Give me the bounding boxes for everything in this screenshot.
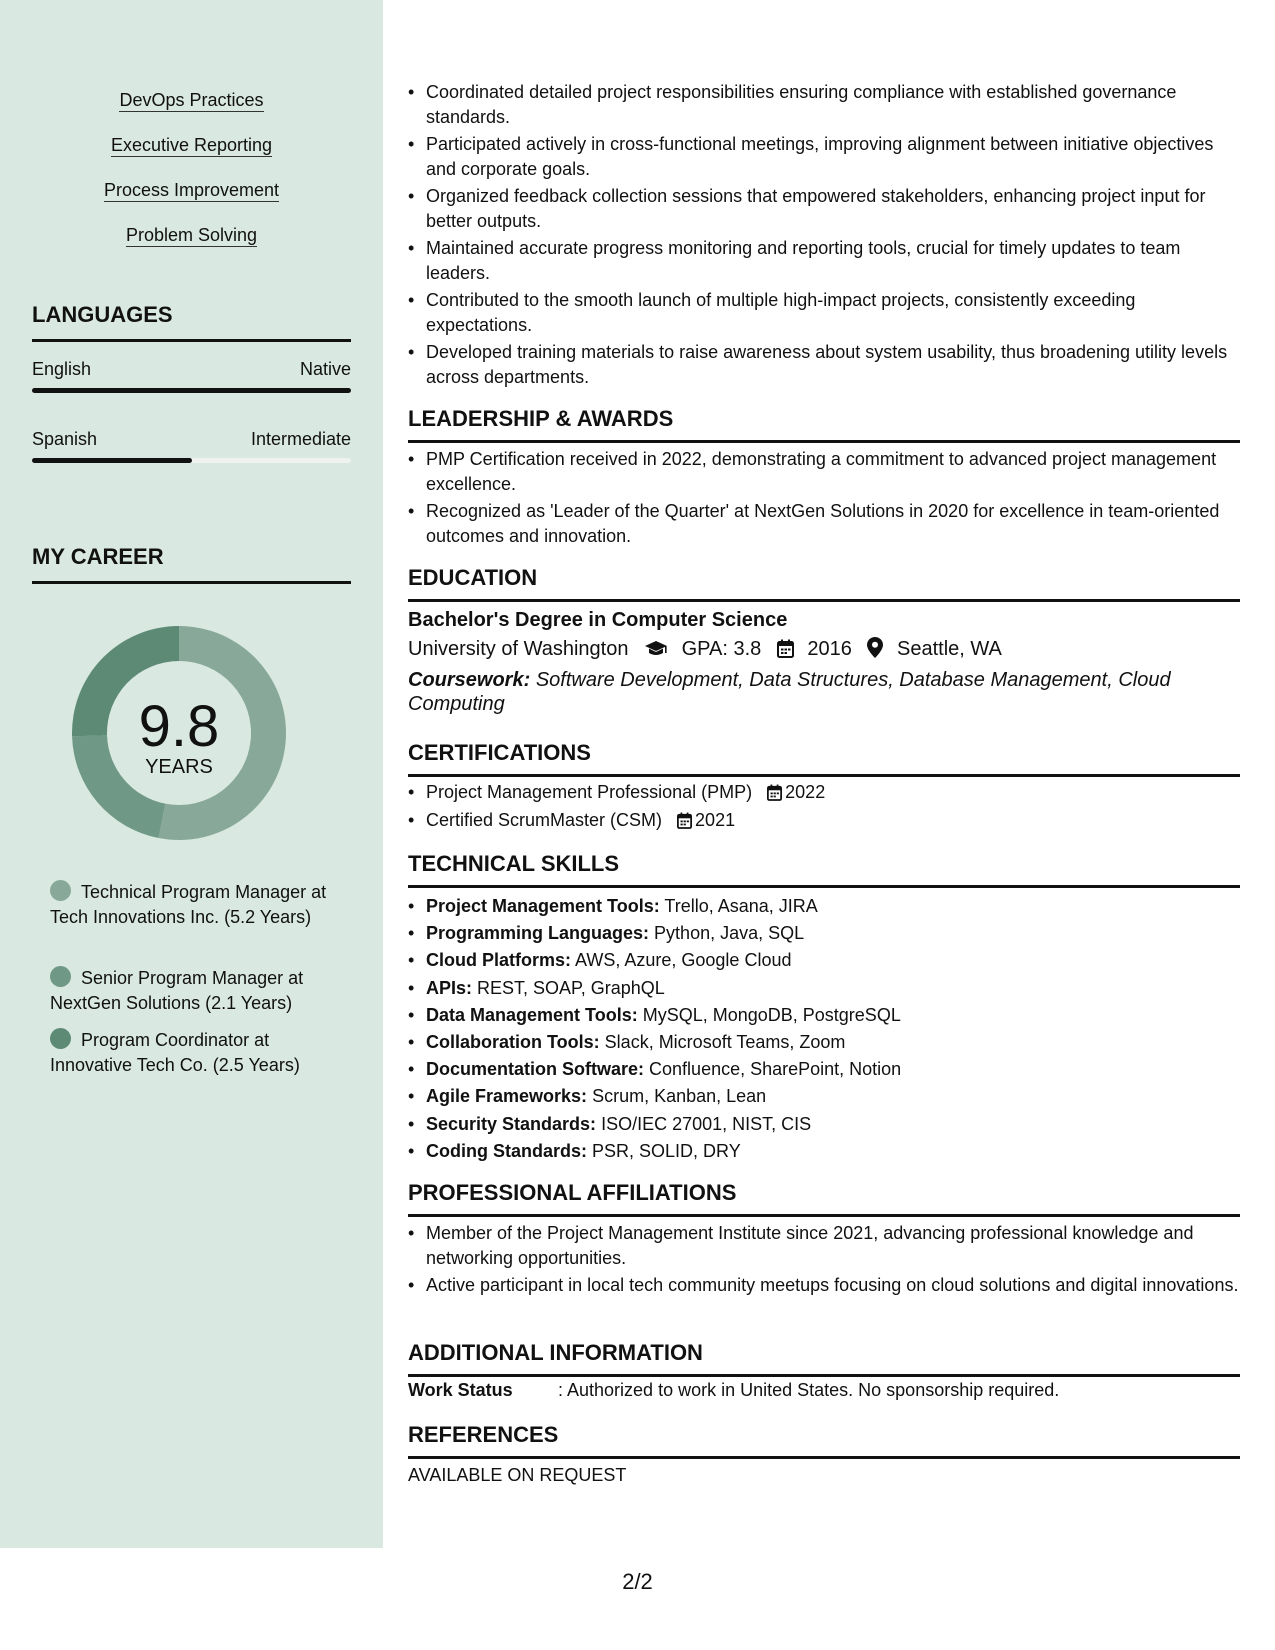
skill-label: Security Standards: <box>426 1113 597 1134</box>
coursework-label: Coursework: <box>408 669 531 691</box>
certification-year: 2021 <box>695 809 736 830</box>
skill-value: PSR, SOLID, DRY <box>592 1140 741 1161</box>
certification-name: Project Management Professional (PMP) <box>426 782 753 802</box>
language-level: Native <box>299 359 351 379</box>
section-heading-references: REFERENCES <box>408 1422 1240 1459</box>
technical-skill-item <box>408 1029 1240 1056</box>
technical-skill-item <box>408 975 1240 1002</box>
certification-year: 2022 <box>785 782 826 802</box>
graduation-cap-icon <box>644 639 668 665</box>
list-item: • Coordinated detailed project responsibilities ensuring compliance with established governance standards. <box>408 80 1240 129</box>
certification-item <box>408 808 1240 833</box>
skill-label: Programming Languages: <box>426 923 650 944</box>
language-name: Spanish <box>32 429 98 449</box>
sidebar <box>0 0 383 1548</box>
languages-heading: LANGUAGES <box>32 302 351 342</box>
skill-label: Data Management Tools: <box>426 1004 638 1025</box>
career-unit: YEARS <box>145 756 213 778</box>
legend-dot <box>50 966 71 987</box>
skill-tag: Process Improvement <box>103 180 280 200</box>
skill-value: Scrum, Kanban, Lean <box>592 1086 767 1107</box>
technical-skill-item <box>408 1111 1240 1138</box>
awards-list <box>408 447 1240 548</box>
list-item: • Recognized as 'Leader of the Quarter' at NextGen Solutions in 2020 for excellence in team-oriented outcomes and innovation. <box>408 499 1240 548</box>
list-item: • Organized feedback collection sessions that empowered stakeholders, enhancing project input for better outputs. <box>408 184 1240 233</box>
language-bar-fill <box>32 388 351 393</box>
education-year: 2016 <box>807 638 852 660</box>
language-level: Intermediate <box>250 429 351 449</box>
education-school: University of Washington <box>408 638 629 660</box>
technical-skill-item <box>408 1083 1240 1110</box>
education-coursework <box>408 668 1198 716</box>
skill-value: REST, SOAP, GraphQL <box>477 977 665 998</box>
certification-name: Certified ScrumMaster (CSM) <box>426 809 663 830</box>
career-donut-chart <box>66 620 292 846</box>
skill-label: Cloud Platforms: <box>426 950 572 971</box>
coursework-value: Software Development, Data Structures, Database Management, Cloud Computing <box>408 669 1171 715</box>
skill-label: Documentation Software: <box>426 1059 645 1080</box>
language-name: English <box>32 359 92 379</box>
list-item: • Maintained accurate progress monitoring and reporting tools, crucial for timely updates to team leaders. <box>408 236 1240 285</box>
technical-skill-item <box>408 1138 1240 1165</box>
section-heading-certifications: CERTIFICATIONS <box>408 740 1240 777</box>
calendar-icon <box>767 784 782 801</box>
skill-label: Coding Standards: <box>426 1140 587 1161</box>
section-heading-technical-skills: TECHNICAL SKILLS <box>408 851 1240 888</box>
education-location: Seattle, WA <box>897 638 1002 660</box>
skill-value: Trello, Asana, JIRA <box>664 896 818 916</box>
skill-label: APIs: <box>426 977 473 998</box>
education-details <box>408 636 1002 665</box>
skill-value: Confluence, SharePoint, Notion <box>649 1059 902 1080</box>
experience-bullets <box>408 80 1240 389</box>
technical-skill-item <box>408 947 1240 974</box>
certification-item <box>408 780 1240 805</box>
career-item: Technical Program Manager at Tech Innovations Inc. (5.2 Years) <box>50 882 327 927</box>
skill-value: ISO/IEC 27001, NIST, CIS <box>601 1113 812 1134</box>
career-total: 9.8 <box>138 694 220 759</box>
page-number: 2/2 <box>622 1569 653 1594</box>
career-heading: MY CAREER <box>32 544 351 584</box>
skill-label: Collaboration Tools: <box>426 1032 600 1053</box>
legend-dot <box>50 1028 71 1049</box>
list-item: • Active participant in local tech community meetups focusing on cloud solutions and digital innovations. <box>408 1273 1240 1298</box>
list-item: • PMP Certification received in 2022, demonstrating a commitment to advanced project management excellence. <box>408 447 1240 496</box>
list-item: • Developed training materials to raise awareness about system usability, thus broadening utility levels across departments. <box>408 340 1240 389</box>
skill-value: Slack, Microsoft Teams, Zoom <box>604 1032 846 1053</box>
skill-label: Agile Frameworks: <box>426 1086 588 1107</box>
section-heading-education: EDUCATION <box>408 565 1240 602</box>
work-status-label: Work Status <box>408 1380 513 1400</box>
skill-tag: Problem Solving <box>125 225 258 245</box>
work-status-row <box>408 1378 1059 1402</box>
technical-skill-item <box>408 893 1240 920</box>
technical-skills-list <box>408 893 1240 1165</box>
location-pin-icon <box>867 637 883 665</box>
list-item: • Contributed to the smooth launch of multiple high-impact projects, consistently exceeding expectations. <box>408 288 1240 337</box>
skill-tag: DevOps Practices <box>119 90 264 110</box>
work-status-value: : Authorized to work in United States. No sponsorship required. <box>558 1380 1060 1400</box>
certifications-list <box>408 780 1240 832</box>
language-row <box>32 358 351 380</box>
education-degree: Bachelor's Degree in Computer Science <box>408 609 788 631</box>
skill-tag: Executive Reporting <box>110 135 273 155</box>
section-heading-awards: LEADERSHIP & AWARDS <box>408 406 1240 443</box>
career-item: Senior Program Manager at NextGen Solutions (2.1 Years) <box>50 968 304 1013</box>
skill-value: Python, Java, SQL <box>654 923 805 944</box>
section-heading-affiliations: PROFESSIONAL AFFILIATIONS <box>408 1180 1240 1217</box>
affiliations-list <box>408 1221 1240 1298</box>
list-item: • Participated actively in cross-functional meetings, improving alignment between initiative objectives and corporate goals. <box>408 132 1240 181</box>
language-row <box>32 428 351 450</box>
language-bar <box>32 388 351 393</box>
education-gpa: GPA: 3.8 <box>681 638 762 660</box>
skill-value: AWS, Azure, Google Cloud <box>575 950 792 971</box>
career-item: Program Coordinator at Innovative Tech Co. (2.5 Years) <box>50 1030 300 1075</box>
technical-skill-item <box>408 920 1240 947</box>
calendar-icon <box>777 639 794 665</box>
language-bar-fill <box>32 458 192 463</box>
section-heading-additional-info: ADDITIONAL INFORMATION <box>408 1340 1240 1377</box>
language-bar <box>32 458 351 463</box>
calendar-icon <box>677 812 692 829</box>
technical-skill-item <box>408 1002 1240 1029</box>
legend-dot <box>50 880 71 901</box>
technical-skill-item <box>408 1056 1240 1083</box>
skill-value: MySQL, MongoDB, PostgreSQL <box>642 1004 901 1025</box>
references-text: AVAILABLE ON REQUEST <box>408 1465 627 1485</box>
skill-label: Project Management Tools: <box>426 896 660 916</box>
list-item: • Member of the Project Management Institute since 2021, advancing professional knowledge and networking opportunities. <box>408 1221 1240 1270</box>
